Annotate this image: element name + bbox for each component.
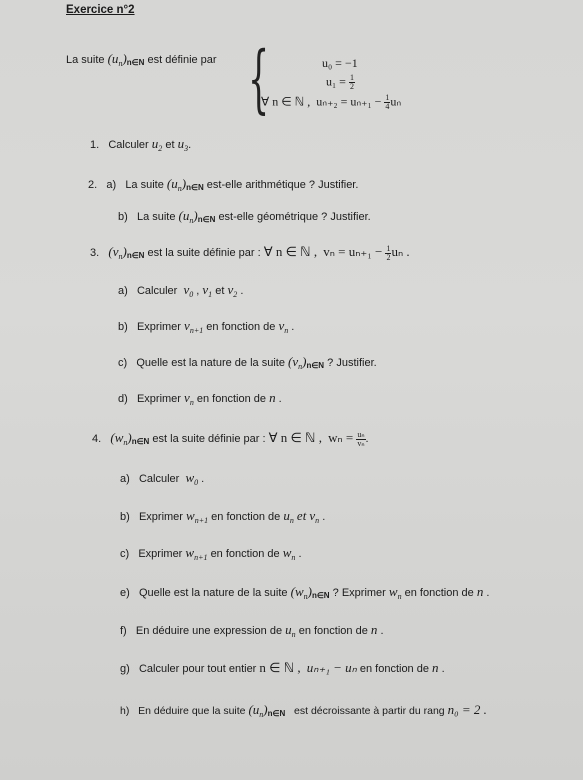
question-2b: b) La suite $(u_n)n\in N$ est-elle géométrique ? Justifier.: [118, 208, 371, 225]
question-4: 4. $(w_n)n\in N$ est la suite définie par : ∀ n ∈ ℕ , wₙ = $\frac{\text{uₙ}}{\text{vₙ}}$ .: [92, 429, 369, 448]
system-fraction-1-2: $\frac{1}{2}$: [349, 73, 354, 91]
intro-suffix: est définie par: [147, 54, 217, 66]
system-line-1: u₀ = −1: [322, 56, 358, 70]
question-3b: b) Exprimer $v_{n+1}$ en fonction de $v_n$ .: [118, 318, 295, 335]
intro-prefix: La suite: [66, 54, 105, 66]
question-2a: 2. a) La suite $(u_n)n\in N$ est-elle arithmétique ? Justifier.: [88, 176, 359, 193]
question-4c: c) Exprimer $w_{n+1}$ en fonction de $w_n$ .: [120, 545, 302, 562]
question-4e: e) Quelle est la nature de la suite $(w_n)n\in N$ ? Exprimer $w_n$ en fonction de n .: [120, 584, 490, 601]
system-line-2: u₁ = $\frac{1}{2}$: [326, 73, 354, 91]
question-4g: g) Calculer pour tout entier n ∈ ℕ , uₙ₊₁ − uₙ en fonction de n .: [120, 660, 445, 675]
question-3d: d) Exprimer $v_n$ en fonction de n .: [118, 390, 282, 407]
question-1: 1. Calculer $u_2$ et $u_3$.: [90, 136, 192, 153]
question-4f: f) En déduire une expression de $u_n$ en fonction de n .: [120, 622, 384, 639]
question-4h: h) En déduire que la suite $(u_n)n\in N$ est décroissante à partir du rang n₀ = 2 .: [120, 702, 487, 719]
question-4b: b) Exprimer $w_{n+1}$ en fonction de $u_n$ et $v_n$ .: [120, 508, 326, 525]
system-brace: {: [248, 36, 270, 122]
q3-fraction-1-2: $\frac{1}{2}$: [386, 243, 391, 262]
system-fraction-1-4: $\frac{1}{4}$: [385, 93, 390, 111]
intro-text: La suite $(u_n)n\in N$ est définie par: [66, 51, 217, 68]
sequence-u-symbol: $(u_n)$: [107, 51, 127, 68]
question-4a: a) Calculer $w_0$ .: [120, 470, 205, 487]
exercise-title: Exercice n°2: [66, 4, 135, 16]
question-3c: c) Quelle est la nature de la suite $(v_n)n\in N$ ? Justifier.: [118, 354, 377, 371]
question-3a: a) Calculer $v_0$ , $v_1$ et $v_2$ .: [118, 282, 244, 299]
system-line-3: ∀ n ∈ ℕ , uₙ₊₂ = uₙ₊₁ − $\frac{1}{4}$ uₙ: [261, 93, 402, 111]
question-3: 3. $(v_n)n\in N$ est la suite définie par : ∀ n ∈ ℕ , vₙ = uₙ₊₁ − $\frac{1}{2}$ uₙ .: [90, 243, 410, 262]
q4-fraction-u-over-v: $\frac{\text{uₙ}}{\text{vₙ}}$: [357, 429, 365, 448]
